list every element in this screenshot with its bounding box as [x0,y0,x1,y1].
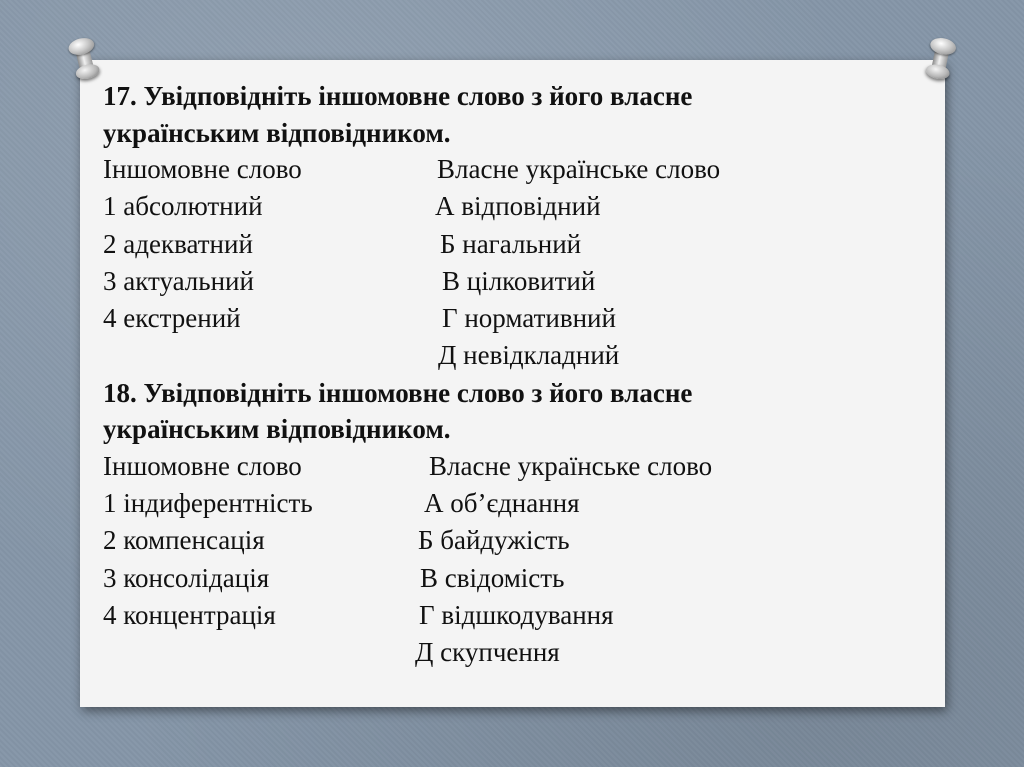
header-foreign-word: Іншомовне слово [103,450,302,481]
native-word: Г відшкодування [419,599,614,630]
native-word: Д скупчення [415,637,560,668]
list-item [103,634,923,671]
question-17 [103,78,923,375]
pushpin-icon [921,35,960,86]
native-word: Б нагальний [440,228,582,259]
native-word: А відповідний [435,191,601,222]
question-title: 18. Увідповідніть іншомовне слово з його власне [103,377,693,408]
column-headers [103,448,923,485]
pushpin-icon [65,35,105,87]
header-native-word: Власне українське слово [437,154,721,184]
question-title: 17. Увідповідніть іншомовне слово з його власне [103,81,693,111]
foreign-word: 2 компенсація [103,525,265,556]
list-item [103,226,923,263]
native-word: Г нормативний [442,303,616,334]
slide-content [103,78,923,672]
native-word: А об’єднання [424,488,580,519]
header-foreign-word: Іншомовне слово [103,154,302,184]
native-word: В цілковитий [442,265,596,296]
list-item [103,263,923,300]
foreign-word: 4 екстрений [103,303,241,334]
list-item [103,337,923,374]
list-item [103,560,923,597]
question-title-continued: українським відповідником. [103,414,451,445]
question-18 [103,375,923,672]
question-title-continued: українським відповідником. [103,117,451,148]
foreign-word: 3 консолідація [103,562,270,593]
column-headers [103,151,923,188]
list-item [103,522,923,559]
foreign-word: 1 абсолютний [103,191,263,222]
foreign-word: 3 актуальний [103,265,254,296]
foreign-word: 4 концентрація [103,599,276,630]
list-item [103,485,923,522]
list-item [103,300,923,337]
list-item [103,188,923,225]
foreign-word: 2 адекватний [103,228,253,259]
native-word: Б байдужість [418,525,570,556]
native-word: Д невідкладний [438,340,620,371]
foreign-word: 1 індиферентність [103,488,313,519]
native-word: В свідомість [420,562,565,593]
header-native-word: Власне українське слово [429,450,713,481]
list-item [103,597,923,634]
